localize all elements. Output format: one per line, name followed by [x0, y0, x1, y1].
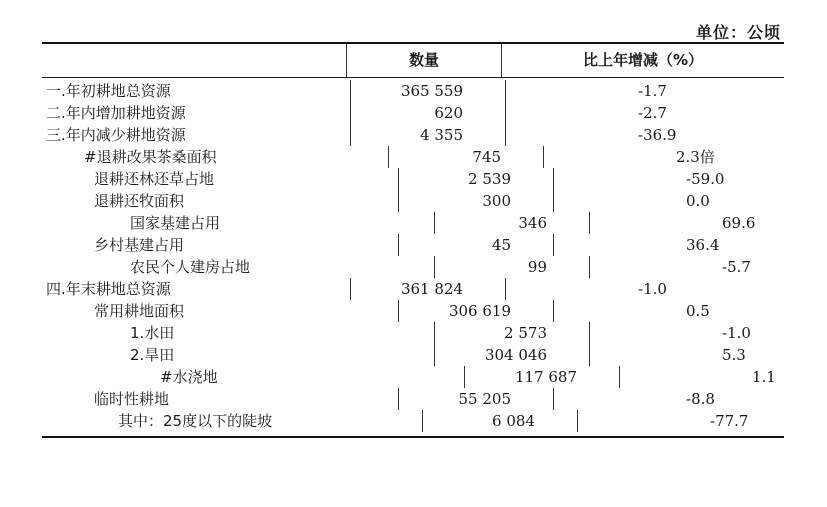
- table-row: [42, 146, 784, 168]
- row-label: 其中：25度以下的陡坡: [118, 412, 273, 430]
- table-row: [42, 234, 784, 256]
- row-quantity: 300: [398, 190, 554, 212]
- row-label: 退耕还林还草占地: [94, 170, 215, 188]
- table-row: [42, 300, 784, 322]
- table-row: [42, 124, 784, 146]
- row-label: 2.旱田: [130, 346, 175, 364]
- row-label: 常用耕地面积: [94, 302, 185, 320]
- row-label: #水浇地: [160, 368, 218, 386]
- row-change: -77.7: [710, 412, 749, 430]
- row-label: 乡村基建占用: [94, 236, 185, 254]
- row-change: -1.0: [722, 324, 751, 342]
- row-quantity: 745: [388, 146, 544, 168]
- table-row: [42, 278, 784, 300]
- row-change: 2.3倍: [676, 148, 715, 166]
- row-change: -1.0: [638, 280, 667, 298]
- row-label: 农民个人建房占地: [130, 258, 251, 276]
- row-change: 5.3: [722, 346, 746, 364]
- row-quantity: 2 573: [434, 322, 590, 344]
- row-change: -5.7: [722, 258, 751, 276]
- table-row: [42, 190, 784, 212]
- row-label: 临时性耕地: [94, 390, 170, 408]
- table-row: [42, 322, 784, 344]
- table-bottom-rule: [42, 436, 784, 438]
- row-quantity: 304 046: [434, 344, 590, 366]
- table-row: [42, 410, 784, 432]
- row-label: 退耕还牧面积: [94, 192, 185, 210]
- row-quantity: 45: [398, 234, 554, 256]
- table-row: [42, 168, 784, 190]
- row-change: 1.1: [752, 368, 776, 386]
- row-quantity: 361 824: [350, 278, 506, 300]
- row-change: 0.0: [686, 192, 710, 210]
- table-header-row: [42, 44, 784, 77]
- table-row: [42, 80, 784, 102]
- table-row: [42, 388, 784, 410]
- row-label: 四.年末耕地总资源: [46, 280, 171, 298]
- row-quantity: 4 355: [350, 124, 506, 146]
- row-quantity: 55 205: [398, 388, 554, 410]
- row-change: -8.8: [686, 390, 715, 408]
- row-quantity: 346: [434, 212, 590, 234]
- table-row: [42, 366, 784, 388]
- header-quantity: 数量: [346, 44, 502, 77]
- row-label: 1.水田: [130, 324, 175, 342]
- row-label: 国家基建占用: [130, 214, 221, 232]
- row-quantity: 2 539: [398, 168, 554, 190]
- header-item: [42, 44, 346, 77]
- table-row: [42, 344, 784, 366]
- row-change: 36.4: [686, 236, 720, 254]
- row-quantity: 306 619: [398, 300, 554, 322]
- table-row: [42, 256, 784, 278]
- row-change: -2.7: [638, 104, 667, 122]
- row-label: #退耕改果茶桑面积: [84, 148, 217, 166]
- table-row: [42, 102, 784, 124]
- table-body: [42, 78, 784, 436]
- unit-label: 单位：公顷: [695, 23, 781, 42]
- row-quantity: 117 687: [464, 366, 620, 388]
- farmland-table: [42, 42, 784, 438]
- row-quantity: 365 559: [350, 80, 506, 102]
- row-change: -36.9: [638, 126, 677, 144]
- row-change: 69.6: [722, 214, 756, 232]
- row-change: -59.0: [686, 170, 725, 188]
- row-quantity: 620: [350, 102, 506, 124]
- header-change: 比上年增减（%）: [582, 51, 704, 69]
- row-change: -1.7: [638, 82, 667, 100]
- table-row: [42, 212, 784, 234]
- row-label: 一.年初耕地总资源: [46, 82, 171, 100]
- row-quantity: 6 084: [422, 410, 578, 432]
- row-change: 0.5: [686, 302, 710, 320]
- row-label: 二.年内增加耕地资源: [46, 104, 186, 122]
- row-label: 三.年内减少耕地资源: [46, 126, 186, 144]
- row-quantity: 99: [434, 256, 590, 278]
